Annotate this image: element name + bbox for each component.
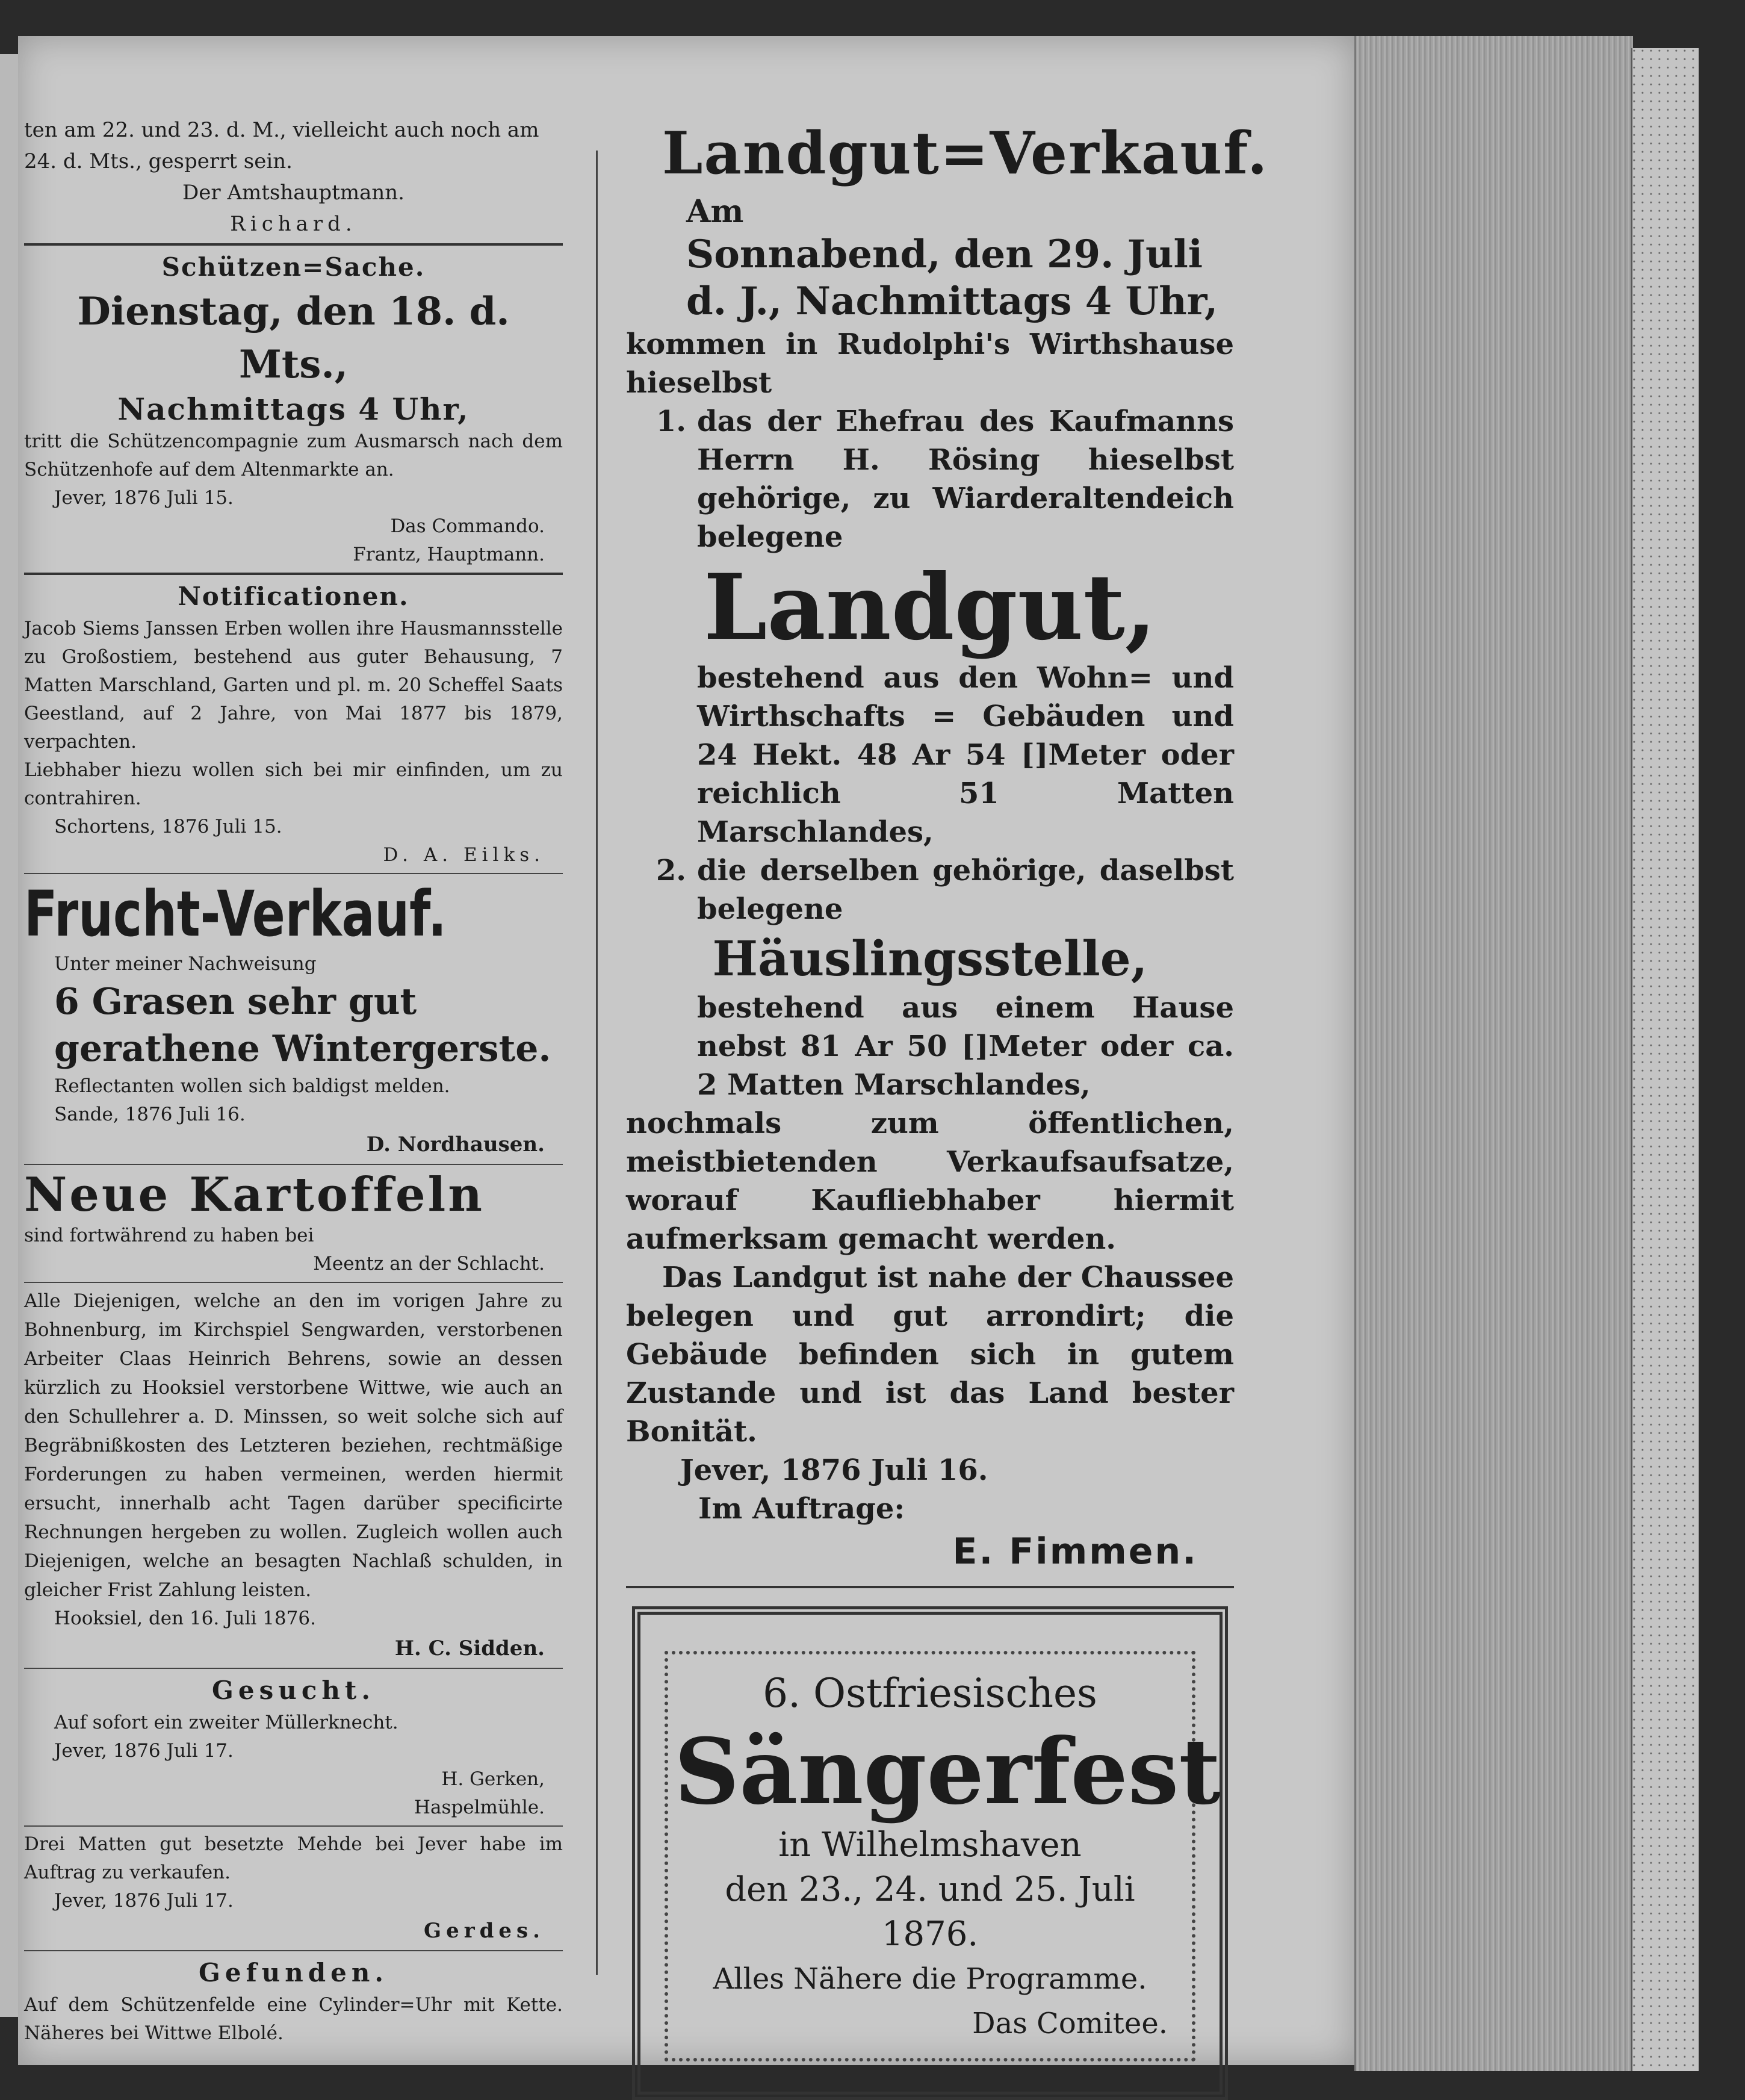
top-notice-line1: ten am 22. und 23. d. M., vielleicht auch noch am bbox=[24, 118, 539, 142]
kartoffeln-body: sind fortwährend zu haben bei bbox=[24, 1225, 314, 1246]
saengerfest-line1: 6. Ostfriesisches bbox=[763, 1670, 1097, 1716]
gesucht-heading: Gesucht. bbox=[212, 1676, 375, 1705]
divider bbox=[24, 1668, 563, 1669]
divider bbox=[24, 1950, 563, 1951]
top-notice-name: Richard. bbox=[230, 212, 357, 236]
gefunden-heading: Gefunden. bbox=[199, 1958, 388, 1987]
schuetzen-sign2: Frantz, Hauptmann. bbox=[353, 544, 545, 565]
haeuslingsstelle-heading: Häuslingsstelle, bbox=[712, 930, 1148, 987]
previous-page-edge bbox=[0, 54, 20, 2017]
schuetzen-place-date: Jever, 1876 Juli 15. bbox=[54, 487, 234, 509]
schuetzen-date: Dienstag, den 18. d. Mts., bbox=[77, 289, 510, 387]
landgut-time: d. J., Nachmittags 4 Uhr, bbox=[686, 279, 1218, 324]
ad-kartoffeln bbox=[24, 1169, 563, 1278]
saengerfest-line2: in Wilhelmshaven bbox=[778, 1825, 1082, 1865]
saengerfest-sign: Das Comitee. bbox=[972, 2007, 1168, 2040]
landgut-closing: nochmals zum öffentlichen, meistbietenden Verkaufsaufsatze, worauf Kaufliebhaber hiermit aufmerksam gemacht werden. bbox=[626, 1107, 1234, 1256]
book-page-edges bbox=[1354, 36, 1633, 2071]
notificationen-sign: D. A. Eilks. bbox=[383, 844, 545, 866]
top-notice-line2: 24. d. Mts., gesperrt sein. bbox=[24, 149, 293, 173]
book-cover-edge bbox=[1631, 48, 1699, 2071]
ad-schuetzen bbox=[24, 249, 563, 569]
frucht-line1: Unter meiner Nachweisung bbox=[54, 953, 317, 975]
notificationen-body: Jacob Siems Janssen Erben wollen ihre Hausmannsstelle zu Großostiem, bestehend aus guter Behausung, 7 Matten Marschland, Garten und pl. m. 20 Scheffel Saats Geestland, auf 2 Jahre, von Mai 1877 bis 1879, verpachten. bbox=[24, 618, 563, 753]
landgut-im-auftrage: Im Auftrage: bbox=[698, 1492, 905, 1526]
item1-text: das der Ehefrau des Kaufmanns Herrn H. Rösing hieselbst gehörige, zu Wiarderaltendeich belegene bbox=[697, 405, 1234, 554]
item2-text: die derselben gehörige, daselbst belegene bbox=[697, 854, 1234, 926]
gesucht-place-date: Jever, 1876 Juli 17. bbox=[54, 1740, 234, 1762]
saengerfest-line4: Alles Nähere die Programme. bbox=[713, 1962, 1147, 1996]
ad-gesucht bbox=[24, 1673, 563, 1822]
saengerfest-inner bbox=[665, 1651, 1221, 2061]
notificationen-heading: Notificationen. bbox=[178, 582, 409, 611]
nachlass-place-date: Hooksiel, den 16. Juli 1876. bbox=[54, 1608, 316, 1629]
schuetzen-body: tritt die Schützencompagnie zum Ausmarsch nach dem Schützenhofe auf dem Altenmarkte an. bbox=[24, 430, 563, 480]
divider bbox=[24, 1825, 563, 1827]
ad-mehde bbox=[24, 1830, 563, 1946]
column-rule bbox=[596, 151, 598, 1975]
kartoffeln-sign: Meentz an der Schlacht. bbox=[313, 1253, 545, 1275]
ad-nachlass bbox=[24, 1287, 563, 1664]
divider bbox=[626, 1586, 1234, 1588]
left-column bbox=[24, 114, 563, 2048]
ad-notificationen bbox=[24, 579, 563, 869]
saengerfest-line3: den 23., 24. und 25. Juli 1876. bbox=[725, 1870, 1135, 1954]
gesucht-sign1: H. Gerken, bbox=[441, 1768, 545, 1790]
landgut-am: Am bbox=[686, 193, 744, 230]
divider bbox=[24, 243, 563, 246]
schuetzen-heading: Schützen=Sache. bbox=[161, 252, 426, 282]
ad-top-notice bbox=[24, 114, 563, 240]
mehde-body: Drei Matten gut besetzte Mehde bei Jever habe im Auftrag zu verkaufen. bbox=[24, 1833, 563, 1883]
nachlass-body: Alle Diejenigen, welche an den im vorigen Jahre zu Bohnenburg, im Kirchspiel Sengwarden, verstorbenen Arbeiter Claas Heinrich Behrens, sowie an dessen kürzlich zu Hooksiel verstorbene Wittwe, wie auch an den Schullehrer a. D. Minssen, so weit solche sich auf Begräbnißkosten des Letzteren beziehen, rechtmäßige Forderungen zu haben vermeinen, werden hiermit ersucht, innerhalb acht Tagen darüber specificirte Rechnungen hergeben zu wollen. Zugleich wollen auch Diejenigen, welche an besagten Nachlaß schulden, in gleicher Frist Zahlung leisten. bbox=[24, 1290, 563, 1601]
landgut-place-date: Jever, 1876 Juli 16. bbox=[680, 1453, 988, 1487]
notificationen-place-date: Schortens, 1876 Juli 15. bbox=[54, 816, 282, 837]
notificationen-body2: Liebhaber hiezu wollen sich bei mir einfinden, um zu contrahiren. bbox=[24, 759, 563, 809]
landgut-item-2 bbox=[626, 851, 1234, 928]
landgut-verkauf-title: Landgut=Verkauf. bbox=[662, 119, 1269, 187]
mehde-sign: Gerdes. bbox=[424, 1919, 545, 1943]
divider bbox=[24, 1164, 563, 1165]
gesucht-sign2: Haspelmühle. bbox=[414, 1797, 545, 1818]
haeuslingsstelle-description: bestehend aus einem Hause nebst 81 Ar 50 []Meter oder ca. 2 Matten Marschlandes, bbox=[697, 991, 1234, 1102]
mehde-place-date: Jever, 1876 Juli 17. bbox=[54, 1890, 234, 1912]
frucht-body: Reflectanten wollen sich baldigst melden. bbox=[54, 1075, 450, 1097]
landgut-intro: kommen in Rudolphi's Wirthshause hieselbst bbox=[626, 328, 1234, 400]
frucht-big: 6 Grasen sehr gut gerathene Wintergerste. bbox=[54, 981, 551, 1070]
frucht-place-date: Sande, 1876 Juli 16. bbox=[54, 1104, 246, 1125]
landgut-description: bestehend aus den Wohn= und Wirthschafts = Gebäuden und 24 Hekt. 48 Ar 54 []Meter oder reichlich 51 Matten Marschlandes, bbox=[697, 661, 1234, 849]
item1-number: 1. bbox=[656, 405, 686, 438]
schuetzen-time: Nachmittags 4 Uhr, bbox=[117, 391, 470, 427]
ad-frucht bbox=[24, 878, 563, 1160]
gesucht-body: Auf sofort ein zweiter Müllerknecht. bbox=[54, 1712, 398, 1733]
divider bbox=[24, 873, 563, 874]
kartoffeln-heading: Neue Kartoffeln bbox=[24, 1167, 485, 1222]
saengerfest-frame bbox=[632, 1606, 1228, 2100]
nachlass-sign: H. C. Sidden. bbox=[394, 1636, 545, 1660]
frucht-heading: Frucht-Verkauf. bbox=[24, 877, 447, 951]
top-notice-role: Der Amtshauptmann. bbox=[182, 181, 404, 205]
landgut-item-1 bbox=[626, 402, 1234, 556]
gefunden-body: Auf dem Schützenfelde eine Cylinder=Uhr mit Kette. Näheres bei Wittwe Elbolé. bbox=[24, 1994, 563, 2044]
landgut-sign: E. Fimmen. bbox=[952, 1530, 1198, 1573]
schuetzen-sign1: Das Commando. bbox=[390, 515, 545, 537]
landgut-closing2: Das Landgut ist nahe der Chaussee belegen und gut arrondirt; die Gebäude befinden sich in gutem Zustande und ist das Land bester Bonität. bbox=[626, 1261, 1234, 1449]
landgut-date: Sonnabend, den 29. Juli bbox=[686, 232, 1203, 277]
ad-gefunden bbox=[24, 1955, 563, 2048]
divider bbox=[24, 1282, 563, 1283]
divider bbox=[24, 573, 563, 575]
saengerfest-title: Sängerfest bbox=[674, 1719, 1221, 1825]
frucht-sign: D. Nordhausen. bbox=[366, 1132, 545, 1157]
landgut-heading: Landgut, bbox=[703, 555, 1157, 660]
right-column bbox=[626, 114, 1269, 2100]
item2-number: 2. bbox=[656, 854, 686, 887]
